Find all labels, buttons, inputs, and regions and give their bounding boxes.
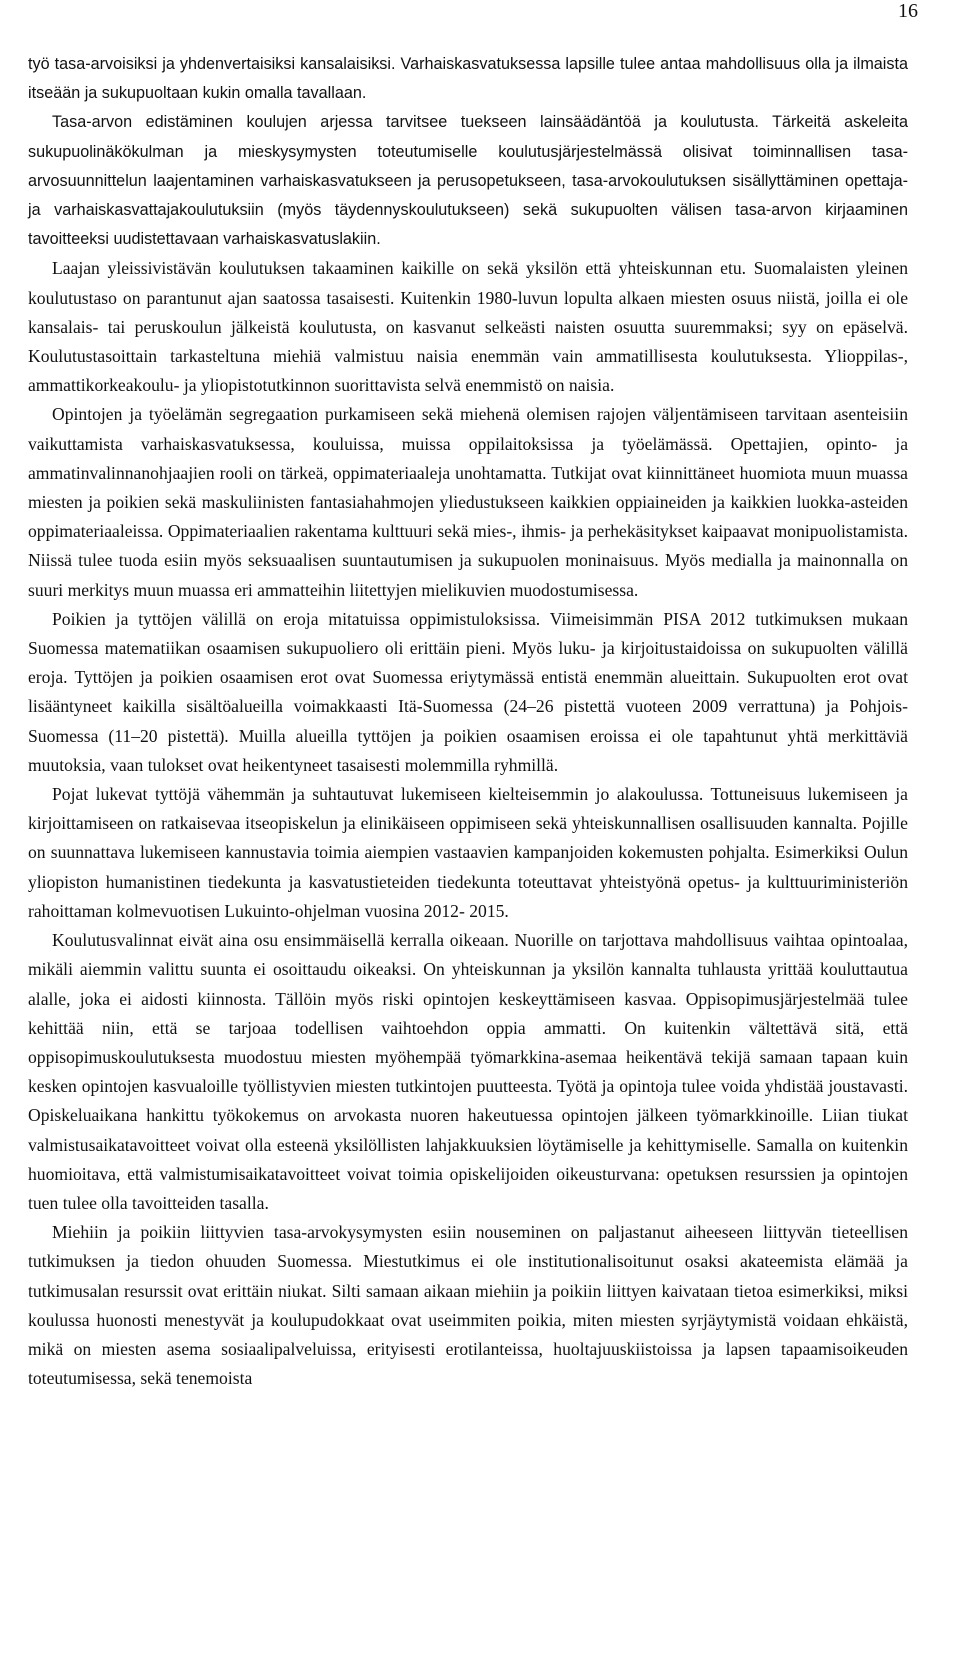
paragraph-3: Laajan yleissivistävän koulutuksen takaaminen kaikille on sekä yksilön että yhteiskunnan etu. Suomalaisten yleinen koulutustaso on parantunut ajan saatossa tasaisesti. Kuitenkin 1980-luvun lopulta alkaen miesten osuus niistä, joilla ei ole kansalais- tai peruskoulun jälkeistä koulutusta, on kasvanut selkeästi naisten osuutta suuremmaksi; syy on epäselvä. Koulutustasoittain tarkasteltuna miehiä valmistuu naisia enemmän vain ammatillisesta koulutuksesta. Ylioppilas-, ammattikorkeakoulu- ja yliopistotutkinnon suorittavista selvä enemmistö on naisia.: [28, 258, 908, 396]
paragraph-4: Opintojen ja työelämän segregaation purkamiseen sekä miehenä olemisen rajojen väljentämiseen tarvitaan asenteisiin vaikuttamista varhaiskasvatuksessa, kouluissa, muissa oppilaitoksissa ja työelämässä. Opettajien, opinto- ja ammatinvalinnanohjaajien rooli on tärkeä, oppimateriaaleja unohtamatta. Tutkijat ovat kiinnittäneet huomiota muun muassa miesten ja poikien sekä maskuliinisten fantasiahahmojen yliedustukseen kaikkien oppiaineiden ja kaikkien luokka-asteiden oppimateriaaleissa. Oppimateriaalien rakentama kulttuuri sekä mies-, ihmis- ja perhekäsitykset kaipaavat monipuolistamista. Niissä tulee tuoda esiin myös seksuaalisen suuntautumisen ja sukupuolen moninaisuus. Myös medialla ja mainonnalla on suuri merkitys muun muassa eri ammatteihin liitettyjen mielikuvien muodostumisessa.: [28, 404, 908, 600]
paragraph-5: Poikien ja tyttöjen välillä on eroja mitatuissa oppimistuloksissa. Viimeisimmän PISA 2012 tutkimuksen mukaan Suomessa matematiikan osaamisen sukupuoliero oli erittäin pieni. Myös luku- ja kirjoitustaidoissa on sukupuolten välillä eroja. Tyttöjen ja poikien osaamisen erot ovat Suomessa eriytymässä entistä enemmän alueittain. Sukupuolten erot ovat lisääntyneet kaikilla sisältöalueilla voimakkaasti Itä-Suomessa (24–26 pistettä vuoteen 2009 verrattuna) ja Pohjois-Suomessa (11–20 pistettä). Muilla alueilla tyttöjen ja poikien osaamisen eroissa ei ole tapahtunut yhtä merkittäviä muutoksia, vaan tulokset ovat heikentyneet tasaisesti molemmilla ryhmillä.: [28, 608, 908, 775]
paragraph-1: työ tasa-arvoisiksi ja yhdenvertaisiksi kansalaisiksi. Varhaiskasvatuksessa lapsille tulee antaa mahdollisuus olla ja ilmaista itseään ja sukupuoltaan kukin omalla tavallaan.: [28, 55, 908, 103]
document-body: [28, 50, 908, 1393]
paragraph-7: Koulutusvalinnat eivät aina osu ensimmäisellä kerralla oikeaan. Nuorille on tarjottava mahdollisuus vaihtaa opintoalaa, mikäli aiemmin valittu suunta ei osoittaudu oikeaksi. On yhteiskunnan ja yksilön kannalta tuhlausta yrittää kouluttautua alalle, joka ei aidosti kiinnosta. Tällöin myös riski opintojen keskeyttämiseen kasvaa. Oppisopimusjärjestelmää tulee kehittää niin, että se tarjoaa todellisen vaihtoehdon oppia ammatti. On kuitenkin vältettävä sitä, että oppisopimuskoulutuksesta muodostuu miesten myöhempää työmarkkina-asemaa heikentävä tekijä samaan tapaan kuin kesken opintojen kasvualoille työllistyvien miesten tutkintojen puutteesta. Työtä ja opintoja tulee voida yhdistää joustavasti. Opiskeluaikana hankittu työkokemus on arvokasta nuoren hakeutuessa opintojen jälkeen työmarkkinoille. Liian tiukat valmistusaikatavoitteet voivat olla esteenä yksilöllisten lahjakkuuksien löytämiselle ja kehittymiselle. Samalla on kuitenkin huomioitava, että valmistumisaikatavoitteet voivat toimia opiskelijoiden oikeusturvana: opetuksen resurssien ja opintojen tuen tulee olla tavoitteiden tasalla.: [28, 930, 908, 1213]
page-number: 16: [898, 0, 918, 22]
paragraph-2: Tasa-arvon edistäminen koulujen arjessa tarvitsee tuekseen lainsäädäntöä ja koulutusta. Tärkeitä askeleita sukupuolinäkökulman ja mieskysymysten toteutumiselle koulutusjärjestelmässä olisivat toiminnallisen tasa-arvosuunnittelun laajentaminen varhaiskasvatukseen ja perusopetukseen, tasa-arvokoulutuksen sisällyttäminen opettaja- ja varhaiskasvattajakoulutuksiin (myös täydennyskoulutukseen) sekä sukupuolten välisen tasa-arvon kirjaaminen tavoitteeksi uudistettavaan varhaiskasvatuslakiin.: [28, 113, 908, 249]
paragraph-6: Pojat lukevat tyttöjä vähemmän ja suhtautuvat lukemiseen kielteisemmin jo alakoulussa. Tottuneisuus lukemiseen ja kirjoittamiseen on ratkaisevaa itseopiskelun ja elinikäiseen oppimiseen sekä yhteiskunnallisen osallisuuden kannalta. Pojille on suunnattava lukemiseen kannustavia toimia aiempien vastaavien kampanjoiden kokemusten pohjalta. Esimerkiksi Oulun yliopiston humanistinen tiedekunta ja kasvatustieteiden tiedekunta toteuttavat yhteistyönä opetus- ja kulttuuriministeriön rahoittaman kolmevuotisen Lukuinto-ohjelman vuosina 2012- 2015.: [28, 784, 908, 921]
paragraph-8: Miehiin ja poikiin liittyvien tasa-arvokysymysten esiin nouseminen on paljastanut aiheeseen liittyvän tieteellisen tutkimuksen ja tiedon ohuuden Suomessa. Miestutkimus ei ole institutionalisoitunut osaksi akateemista elämää ja tutkimusalan resurssit ovat erittäin niukat. Silti samaan aikaan miehiin ja poikiin liittyen kaivataan tietoa esimerkiksi, miksi koulussa huonosti menestyvät ja koulupudokkaat ovat useimmiten poikia, miten miesten syrjäytymistä voidaan ehkäistä, mikä on miesten asema sosiaalipalveluissa, erityisesti erotilanteissa, huoltajuuskiistoissa ja lapsen tapaamisoikeuden toteutumisessa, sekä tenemoista: [28, 1222, 908, 1389]
